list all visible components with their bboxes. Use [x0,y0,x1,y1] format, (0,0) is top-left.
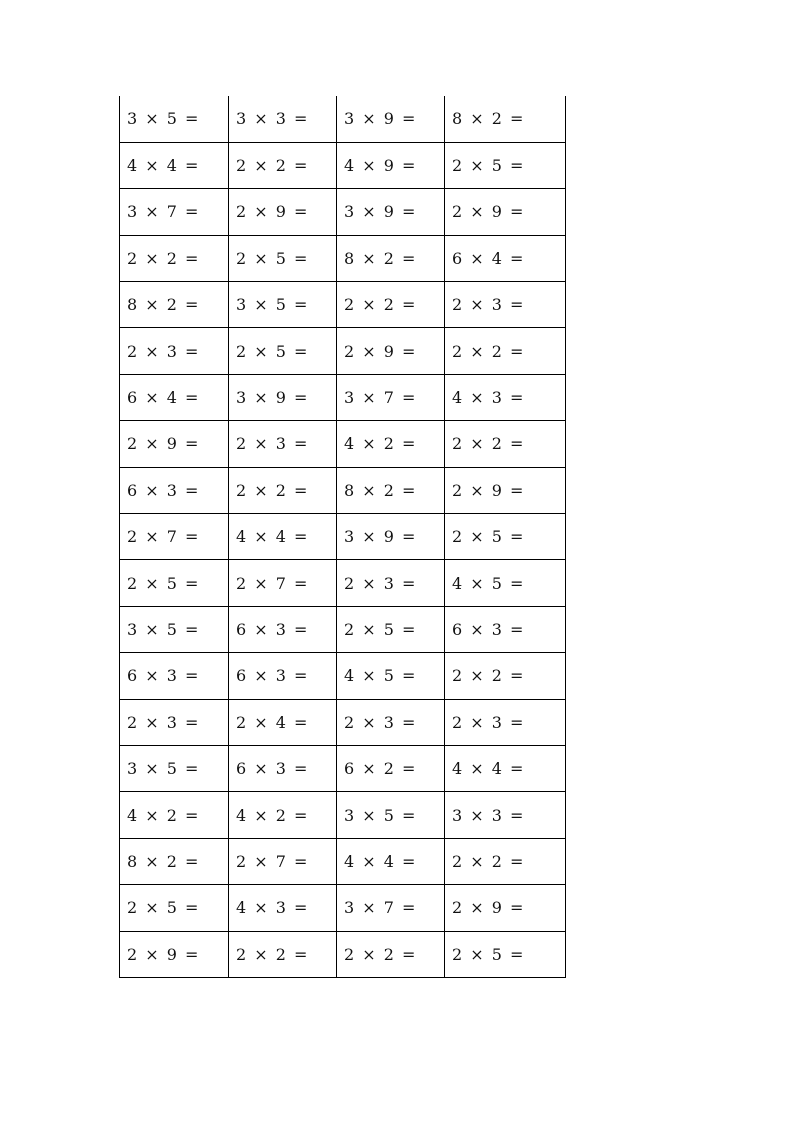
multiplication-problem-cell: 3 × 9 = [337,514,445,560]
table-row [120,96,566,142]
multiplication-problem-cell: 2 × 5 = [229,235,337,281]
table-row [120,699,566,745]
multiplication-problem-cell: 8 × 2 = [337,467,445,513]
multiplication-problem-cell: 2 × 9 = [229,189,337,235]
multiplication-problem-cell: 2 × 2 = [229,931,337,977]
multiplication-problem-cell: 3 × 5 = [120,745,229,791]
multiplication-problem-cell: 2 × 5 = [337,606,445,652]
table-row [120,838,566,884]
table-row [120,745,566,791]
table-row [120,931,566,977]
multiplication-problem-cell: 8 × 2 = [120,282,229,328]
multiplication-problem-cell: 2 × 2 = [445,421,566,467]
multiplication-problem-cell: 4 × 5 = [337,653,445,699]
table-row [120,606,566,652]
multiplication-problem-cell: 3 × 3 = [229,96,337,142]
multiplication-problem-cell: 4 × 2 = [229,792,337,838]
multiplication-problem-cell: 6 × 3 = [229,745,337,791]
multiplication-problem-cell: 2 × 9 = [445,467,566,513]
table-row [120,792,566,838]
table-row [120,374,566,420]
table-row [120,560,566,606]
multiplication-problem-cell: 6 × 2 = [337,745,445,791]
multiplication-problem-cell: 2 × 2 = [229,467,337,513]
multiplication-problem-cell: 2 × 7 = [229,838,337,884]
multiplication-problem-cell: 4 × 5 = [445,560,566,606]
multiplication-problem-cell: 6 × 3 = [445,606,566,652]
multiplication-problem-cell: 6 × 3 = [229,606,337,652]
worksheet-body [120,96,566,977]
multiplication-problem-cell: 3 × 5 = [120,606,229,652]
multiplication-problem-cell: 2 × 5 = [229,328,337,374]
multiplication-problem-cell: 2 × 3 = [120,328,229,374]
multiplication-problem-cell: 2 × 3 = [445,282,566,328]
multiplication-problem-cell: 3 × 9 = [337,96,445,142]
table-row [120,653,566,699]
multiplication-problem-cell: 4 × 4 = [445,745,566,791]
multiplication-problem-cell: 3 × 7 = [337,885,445,931]
multiplication-problem-cell: 8 × 2 = [337,235,445,281]
multiplication-problem-cell: 6 × 3 = [229,653,337,699]
multiplication-problem-cell: 2 × 2 = [337,931,445,977]
multiplication-problem-cell: 4 × 4 = [120,142,229,188]
table-row [120,142,566,188]
multiplication-problem-cell: 6 × 3 = [120,653,229,699]
multiplication-problem-cell: 2 × 2 = [445,653,566,699]
multiplication-problem-cell: 3 × 3 = [445,792,566,838]
table-row [120,282,566,328]
multiplication-problem-cell: 2 × 5 = [445,142,566,188]
multiplication-worksheet-table [119,96,566,978]
multiplication-problem-cell: 2 × 3 = [337,699,445,745]
table-row [120,328,566,374]
multiplication-problem-cell: 2 × 2 = [445,838,566,884]
multiplication-problem-cell: 4 × 2 = [120,792,229,838]
multiplication-problem-cell: 2 × 9 = [337,328,445,374]
multiplication-problem-cell: 2 × 3 = [120,699,229,745]
multiplication-problem-cell: 2 × 5 = [445,931,566,977]
table-row [120,235,566,281]
multiplication-problem-cell: 6 × 4 = [120,374,229,420]
multiplication-problem-cell: 4 × 3 = [229,885,337,931]
multiplication-problem-cell: 2 × 9 = [120,421,229,467]
multiplication-problem-cell: 2 × 9 = [445,885,566,931]
multiplication-problem-cell: 4 × 2 = [337,421,445,467]
multiplication-problem-cell: 4 × 4 = [229,514,337,560]
multiplication-problem-cell: 3 × 5 = [337,792,445,838]
multiplication-problem-cell: 2 × 7 = [229,560,337,606]
multiplication-problem-cell: 2 × 5 = [120,560,229,606]
multiplication-problem-cell: 4 × 9 = [337,142,445,188]
table-row [120,421,566,467]
table-row [120,189,566,235]
multiplication-problem-cell: 2 × 9 = [445,189,566,235]
multiplication-problem-cell: 3 × 5 = [229,282,337,328]
multiplication-problem-cell: 2 × 9 = [120,931,229,977]
multiplication-problem-cell: 2 × 2 = [120,235,229,281]
multiplication-problem-cell: 3 × 7 = [337,374,445,420]
multiplication-problem-cell: 2 × 5 = [120,885,229,931]
multiplication-problem-cell: 3 × 9 = [337,189,445,235]
multiplication-problem-cell: 8 × 2 = [445,96,566,142]
multiplication-problem-cell: 2 × 3 = [445,699,566,745]
multiplication-problem-cell: 3 × 5 = [120,96,229,142]
multiplication-problem-cell: 4 × 4 = [337,838,445,884]
multiplication-problem-cell: 2 × 2 = [337,282,445,328]
multiplication-problem-cell: 2 × 2 = [229,142,337,188]
multiplication-problem-cell: 8 × 2 = [120,838,229,884]
multiplication-problem-cell: 2 × 3 = [229,421,337,467]
multiplication-problem-cell: 3 × 9 = [229,374,337,420]
table-row [120,467,566,513]
multiplication-problem-cell: 6 × 4 = [445,235,566,281]
multiplication-problem-cell: 2 × 7 = [120,514,229,560]
multiplication-problem-cell: 2 × 5 = [445,514,566,560]
multiplication-problem-cell: 4 × 3 = [445,374,566,420]
multiplication-problem-cell: 2 × 3 = [337,560,445,606]
multiplication-problem-cell: 2 × 2 = [445,328,566,374]
multiplication-problem-cell: 6 × 3 = [120,467,229,513]
table-row [120,885,566,931]
multiplication-problem-cell: 2 × 4 = [229,699,337,745]
table-row [120,514,566,560]
multiplication-problem-cell: 3 × 7 = [120,189,229,235]
